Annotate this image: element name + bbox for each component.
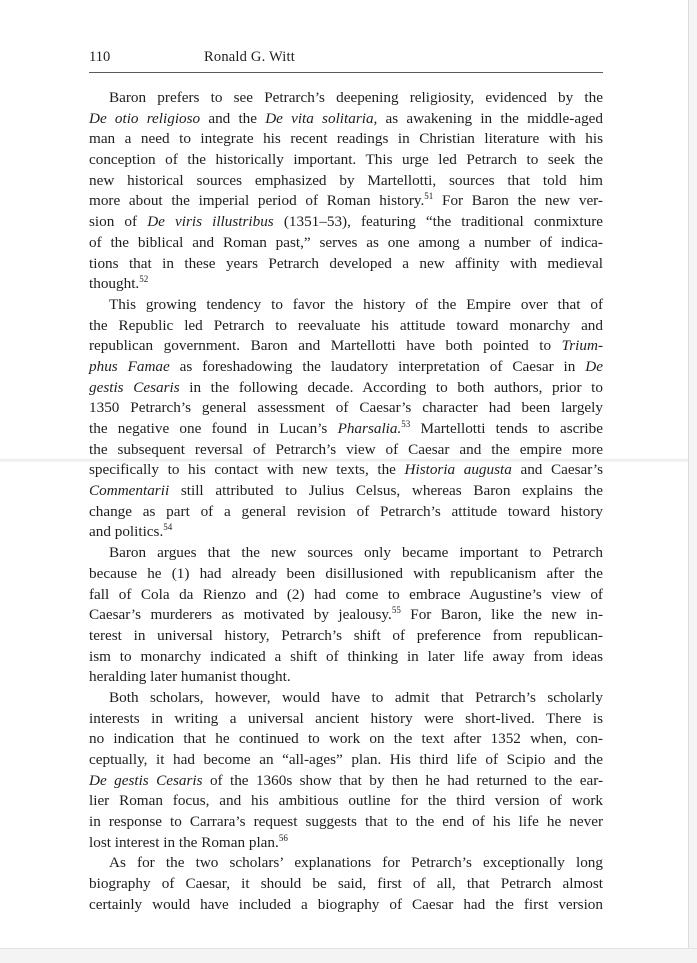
- text-run: as foreshadowing the laudatory interpretation of Caesar in: [169, 357, 586, 375]
- italic-title: De gestis Cesaris: [89, 771, 203, 789]
- text-run: and politics.: [89, 523, 164, 541]
- text-run: the negative one found in Lucan’s: [89, 420, 338, 437]
- text-line: [89, 833, 603, 854]
- italic-title: gestis Cesaris: [89, 378, 180, 396]
- text-line: [89, 585, 603, 606]
- text-line: [89, 129, 603, 150]
- italic-title: Pharsalia.: [337, 420, 402, 437]
- text-line: [89, 378, 603, 399]
- text-run: new historical sources emphasized by Martellotti, sources that told him: [89, 171, 603, 189]
- text-run: As for the two scholars’ explanations for Petrarch’s exceptionally long: [109, 854, 603, 872]
- page-number: 110: [89, 49, 111, 65]
- text-line: [89, 440, 603, 461]
- text-run: ism to monarchy indicated a shift of thinking in later life away from ideas: [89, 647, 603, 665]
- text-run: conception of the historically important. This urge led Petrarch to seek the: [89, 151, 603, 169]
- page-edge-right: [688, 0, 697, 963]
- paragraph: [89, 543, 603, 688]
- footnote-ref[interactable]: 52: [139, 274, 149, 285]
- text-line: [89, 626, 603, 647]
- footnote-ref[interactable]: 51: [424, 191, 434, 202]
- text-run: Baron argues that the new sources only became important to Petrarch: [109, 544, 603, 562]
- text-line: [89, 791, 603, 812]
- page-edge-bottom: [0, 948, 697, 963]
- text-run: Baron prefers to see Petrarch’s deepening religiosity, evidenced by the: [109, 89, 603, 106]
- text-run: because he (1) had already been disillusioned with republicanism after the: [89, 564, 603, 582]
- header-rule: [89, 72, 603, 73]
- text-run: change as part of a general revision of Petrarch’s attitude toward history: [89, 502, 603, 520]
- footnote-ref[interactable]: 54: [163, 522, 173, 533]
- text-line: [89, 274, 603, 295]
- text-line: [89, 398, 603, 419]
- footnote-ref[interactable]: 55: [391, 605, 401, 616]
- text-run: sion of: [89, 213, 148, 231]
- text-run: the Republic led Petrarch to reevaluate his attitude toward monarchy and: [89, 316, 603, 334]
- paragraph: [89, 295, 603, 543]
- text-line: [89, 729, 603, 750]
- text-run: more about the imperial period of Roman history.: [89, 192, 425, 210]
- text-line: [89, 212, 603, 233]
- paragraph: [89, 688, 603, 854]
- text-run: in the following decade. According to both authors, prior to: [179, 378, 603, 396]
- text-line: [89, 771, 603, 792]
- text-run: This growing tendency to favor the history of the Empire over that of: [109, 295, 603, 313]
- text-line: [89, 812, 603, 833]
- text-line: [89, 853, 603, 874]
- text-line: [89, 295, 603, 316]
- italic-title: De viris illustribus: [147, 213, 274, 231]
- text-run: For Baron the new ver-: [433, 192, 603, 210]
- text-run: certainly would have included a biography of Caesar had the first version: [89, 895, 603, 913]
- text-line: [89, 336, 603, 357]
- text-run: no indication that he continued to work on the text after 1352 when, con-: [89, 730, 603, 748]
- text-line: [89, 109, 603, 130]
- text-run: fall of Cola da Rienzo and (2) had come to embrace Augustine’s view of: [89, 585, 603, 603]
- running-head-author: Ronald G. Witt: [204, 49, 295, 65]
- text-line: [89, 874, 603, 895]
- text-line: [89, 564, 603, 585]
- text-line: [89, 419, 603, 440]
- text-run: terest in universal history, Petrarch’s shift of preference from republican-: [89, 626, 603, 644]
- text-run: republican government. Baron and Martellotti have both pointed to: [89, 337, 562, 355]
- text-line: [89, 647, 603, 668]
- text-line: [89, 460, 603, 481]
- italic-title: phus Famae: [89, 357, 170, 375]
- text-line: [89, 88, 603, 109]
- text-line: [89, 895, 603, 916]
- text-run: thought.: [89, 275, 140, 293]
- text-run: specifically to his contact with new texts, the: [89, 461, 405, 479]
- text-run: interests in writing a universal ancient history were short-lived. There is: [89, 709, 603, 727]
- text-line: [89, 502, 603, 523]
- body-text: [89, 88, 603, 916]
- text-line: [89, 543, 603, 564]
- italic-title: De otio religioso: [89, 109, 201, 127]
- text-line: [89, 254, 603, 275]
- text-run: Caesar’s murderers as motivated by jealousy.: [89, 606, 392, 624]
- text-run: lost interest in the Roman plan.: [89, 833, 279, 851]
- text-line: [89, 750, 603, 771]
- italic-title: Historia augusta: [404, 461, 512, 479]
- paragraph: [89, 853, 603, 915]
- text-run: tions that in these years Petrarch developed a new affinity with medieval: [89, 254, 603, 272]
- footnote-ref[interactable]: 53: [401, 419, 411, 429]
- text-run: of the 1360s show that by then he had returned to the ear-: [202, 771, 603, 789]
- text-run: of the biblical and Roman past,” serves as one among a number of indica-: [89, 233, 603, 251]
- text-run: biography of Caesar, it should be said, first of all, that Petrarch almost: [89, 875, 603, 893]
- text-run: in response to Carrara’s request suggests that to the end of his life he never: [89, 813, 603, 831]
- text-line: [89, 522, 603, 543]
- text-line: [89, 191, 603, 212]
- text-run: (1351–53), featuring “the traditional conmixture: [273, 213, 603, 231]
- text-run: as awakening in the middle-aged: [377, 109, 603, 127]
- text-line: [89, 481, 603, 502]
- text-line: [89, 233, 603, 254]
- text-run: and the: [200, 109, 266, 127]
- text-line: [89, 150, 603, 171]
- text-run: 1350 Petrarch’s general assessment of Caesar’s character had been largely: [89, 399, 603, 417]
- text-run: the subsequent reversal of Petrarch’s view of Caesar and the empire more: [89, 440, 603, 458]
- italic-title: Trium-: [561, 337, 603, 355]
- text-line: [89, 709, 603, 730]
- text-run: man a need to integrate his recent readings in Christian literature with his: [89, 130, 603, 148]
- text-line: [89, 667, 603, 688]
- text-line: [89, 171, 603, 192]
- text-run: and Caesar’s: [511, 461, 603, 479]
- running-header: [89, 49, 603, 69]
- text-run: Both scholars, however, would have to admit that Petrarch’s scholarly: [109, 688, 603, 706]
- text-run: Martellotti tends to ascribe: [410, 420, 603, 437]
- text-run: heralding later humanist thought.: [89, 668, 291, 686]
- text-line: [89, 688, 603, 709]
- text-run: lier Roman focus, and his ambitious outline for the third version of work: [89, 792, 603, 810]
- italic-title: Commentarii: [89, 482, 170, 500]
- text-line: [89, 357, 603, 378]
- text-line: [89, 316, 603, 337]
- text-run: still attributed to Julius Celsus, whereas Baron explains the: [169, 482, 603, 500]
- paragraph: [89, 88, 603, 295]
- text-line: [89, 605, 603, 626]
- italic-title: De vita solitaria,: [265, 109, 378, 127]
- footnote-ref[interactable]: 56: [278, 832, 288, 843]
- italic-title: De: [585, 357, 603, 375]
- text-run: For Baron, like the new in-: [400, 606, 604, 624]
- text-run: ceptually, it had become an “all-ages” plan. His third life of Scipio and the: [89, 751, 603, 768]
